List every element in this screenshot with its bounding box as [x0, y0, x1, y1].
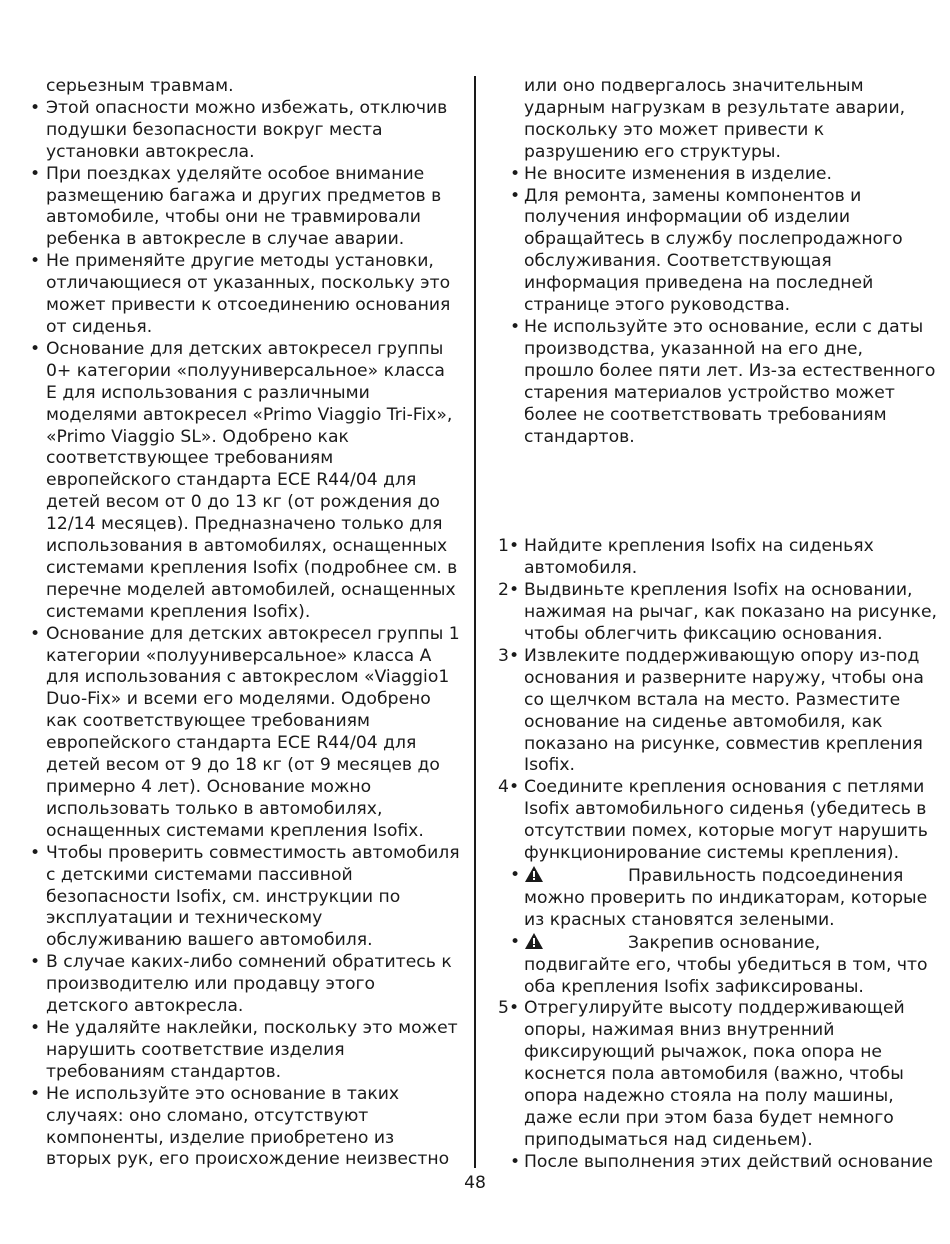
step-item: 4• Соедините крепления основания с петлями Isofix автомобильного сиденья (убедитесь в отсутствии помех, которые могут нарушить функционирование системы крепления). — [498, 777, 928, 864]
page-number: 48 — [464, 1173, 486, 1193]
bullet-icon: • — [30, 952, 41, 973]
bullet-icon: • — [30, 1083, 41, 1104]
list-item: • Для ремонта, замены компонентов и получения информации об изделии обращайтесь в службу послепродажного обслуживания. Соответствующая информация приведена на последней странице этого руководства. — [510, 185, 903, 316]
step-number: 4• — [498, 777, 520, 798]
step-number: 1• — [498, 536, 520, 557]
bullet-icon: • — [30, 842, 41, 863]
list-item: • Основание для детских автокресел группы 0+ категории «полууниверсальное» класса E для использования с различными моделями автокресел «Primo Viaggio Tri-Fix», «Primo Viaggio SL». Одобрено как соответствующее требованиям европейского стандарта ECE R44/04 для детей весом от 0 до 13 кг (от рождения до 12/14 месяцев). Предназначено только для использования в автомобилях, оснащенных системами крепления Isofix (подробнее см. в перечне моделей автомобилей, оснащенных системами крепления Isofix). — [30, 338, 458, 622]
list-item: • Чтобы проверить совместимость автомобиля с детскими системами пассивной безопасности Isofix, см. инструкции по эксплуатации и техническому обслуживанию вашего автомобиля. — [30, 842, 460, 951]
bullet-icon: • — [510, 1151, 521, 1172]
warning-icon — [524, 932, 544, 950]
right-column — [498, 76, 938, 1174]
list-item: • Не удаляйте наклейки, поскольку это может нарушить соответствие изделия требованиям стандартов. — [30, 1017, 458, 1082]
right-continuation: или оно подвергалось значительным ударным нагрузкам в результате аварии, поскольку это может привести к разрушению его структуры. — [524, 76, 906, 162]
list-item: • В случае каких-либо сомнений обратитесь к производителю или продавцу этого детского автокресла. — [30, 952, 452, 1017]
warning-item: • Закрепив основание, подвигайте его, чтобы убедиться в том, что оба крепления Isofix зафиксированы. — [510, 931, 928, 997]
bullet-icon: • — [510, 865, 521, 885]
left-bullet-list — [28, 98, 460, 1171]
list-item: • Не применяйте другие методы установки, отличающиеся от указанных, поскольку это может привести к отсоединению основания от сиденья. — [30, 251, 451, 337]
bullet-icon: • — [30, 97, 41, 118]
list-item: • Не вносите изменения в изделие. — [510, 163, 832, 184]
installation-steps — [498, 536, 938, 1173]
step-item: 5• Отрегулируйте высоту поддерживающей опоры, нажимая вниз внутренний фиксирующий рычажок, пока опора не коснется пола автомобиля (важно, чтобы опора надежно стояла на полу машины, даже если при этом база будет немного приподыматься над сиденьем). — [498, 998, 905, 1150]
bullet-icon: • — [30, 1017, 41, 1038]
list-item: • После выполнения этих действий основание — [510, 1151, 934, 1172]
bullet-icon: • — [30, 251, 41, 272]
list-item: • Не используйте это основание, если с даты производства, указанной на его дне, прошло более пяти лет. Из-за естественного старения материалов устройство может более не соответствовать требованиям стандартов. — [510, 316, 936, 447]
warning-icon — [524, 865, 544, 883]
step-item: 2• Выдвиньте крепления Isofix на основании, нажимая на рычаг, как показано на рисунке, чтобы облегчить фиксацию основания. — [498, 580, 937, 645]
step-number: 3• — [498, 645, 520, 666]
bullet-icon: • — [510, 316, 521, 337]
bullet-icon: • — [510, 185, 521, 206]
bullet-icon: • — [30, 338, 41, 359]
list-item: • Этой опасности можно избежать, отключив подушки безопасности вокруг места установки автокресла. — [30, 97, 448, 162]
left-column — [28, 76, 460, 1171]
bullet-icon: • — [510, 163, 521, 184]
step-item: 1• Найдите крепления Isofix на сиденьях автомобиля. — [498, 536, 874, 579]
spacer — [498, 448, 938, 536]
bullet-icon: • — [30, 623, 41, 644]
step-item: 3• Извлеките поддерживающую опору из-под основания и разверните наружу, чтобы она со щелчком встала на место. Разместите основание на сиденье автомобиля, как показано на рисунке, совместив крепления Isofix. — [498, 645, 924, 776]
list-item: • Не используйте это основание в таких случаях: оно сломано, отсутствуют компоненты, изделие приобретено из вторых рук, его происхождение неизвестно — [30, 1083, 450, 1170]
step-number: 2• — [498, 580, 520, 601]
list-item: • При поездках уделяйте особое внимание размещению багажа и других предметов в автомобиле, чтобы они не травмировали ребенка в автокресле в случае аварии. — [30, 163, 442, 250]
warning-item: • Правильность подсоединения можно проверить по индикаторам, которые из красных становятся зелеными. — [510, 865, 928, 930]
step-number: 5• — [498, 998, 520, 1019]
bullet-icon: • — [30, 163, 41, 184]
left-continuation: серьезным травмам. — [46, 76, 234, 96]
list-item: • Основание для детских автокресел группы 1 категории «полууниверсальное» класса A для использования с автокреслом «Viaggio1 Duo-Fix» и всеми его моделями. Одобрено как соответствующее требованиям европейского стандарта ECE R44/04 для детей весом от 9 до 18 кг (от 9 месяцев до примерно 4 лет). Основание можно использовать только в автомобилях, оснащенных системами крепления Isofix. — [30, 623, 460, 841]
right-bullet-list — [498, 164, 938, 449]
column-divider — [474, 76, 476, 1168]
bullet-icon: • — [510, 931, 521, 952]
